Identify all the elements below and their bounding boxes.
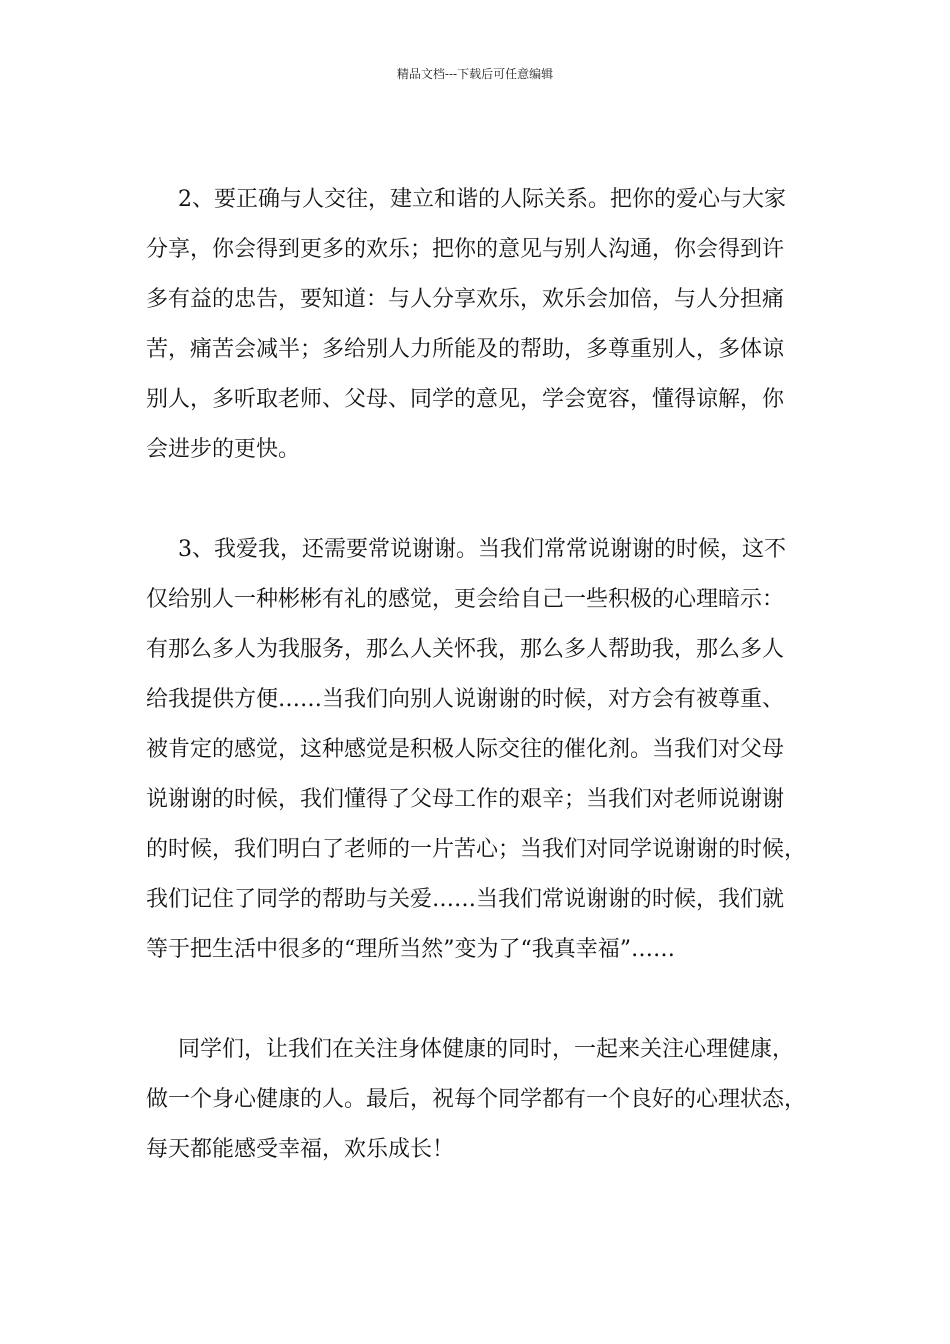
paragraph-1-line-2: 分享，你会得到更多的欢乐；把你的意见与别人沟通，你会得到许 bbox=[146, 237, 785, 262]
paragraph-2-line-5: 被肯定的感觉，这种感觉是积极人际交往的催化剂。当我们对父母 bbox=[146, 737, 785, 762]
paragraph-2-line-3: 有那么多人为我服务，那么人关怀我，那么多人帮助我，那么多人 bbox=[146, 637, 785, 662]
paragraph-2-line-4: 给我提供方便……当我们向别人说谢谢的时候，对方会有被尊重、 bbox=[146, 687, 785, 712]
page-header: 精品文档---下载后可任意编辑 bbox=[396, 67, 554, 81]
paragraph-2-line-2: 仅给别人一种彬彬有礼的感觉，更会给自己一些积极的心理暗示： bbox=[146, 587, 785, 612]
paragraph-3-line-2: 做一个身心健康的人。最后，祝每个同学都有一个良好的心理状态， bbox=[146, 1087, 807, 1112]
paragraph-2-line-8: 我们记住了同学的帮助与关爱……当我们常说谢谢的时候，我们就 bbox=[146, 887, 785, 912]
paragraph-3-line-3: 每天都能感受幸福，欢乐成长！ bbox=[146, 1137, 455, 1162]
paragraph-1-line-5: 别人，多听取老师、父母、同学的意见，学会宽容，懂得谅解，你 bbox=[146, 387, 785, 412]
paragraph-1-line-6: 会进步的更快。 bbox=[146, 437, 301, 462]
paragraph-1-line-3: 多有益的忠告，要知道：与人分享欢乐，欢乐会加倍，与人分担痛 bbox=[146, 287, 785, 312]
paragraph-2-line-1: 3、我爱我，还需要常说谢谢。当我们常常说谢谢的时候，这不 bbox=[178, 537, 786, 562]
paragraph-1-line-4: 苦，痛苦会减半；多给别人力所能及的帮助，多尊重别人，多体谅 bbox=[146, 337, 785, 362]
paragraph-2-line-9: 等于把生活中很多的“理所当然”变为了“我真幸福”…… bbox=[146, 937, 675, 962]
paragraph-3-line-1: 同学们，让我们在关注身体健康的同时，一起来关注心理健康， bbox=[178, 1037, 795, 1062]
paragraph-2-line-6: 说谢谢的时候，我们懂得了父母工作的艰辛；当我们对老师说谢谢 bbox=[146, 787, 785, 812]
paragraph-2-line-7: 的时候，我们明白了老师的一片苦心；当我们对同学说谢谢的时候， bbox=[146, 837, 807, 862]
paragraph-1-line-1: 2、要正确与人交往，建立和谐的人际关系。把你的爱心与大家 bbox=[178, 187, 786, 212]
